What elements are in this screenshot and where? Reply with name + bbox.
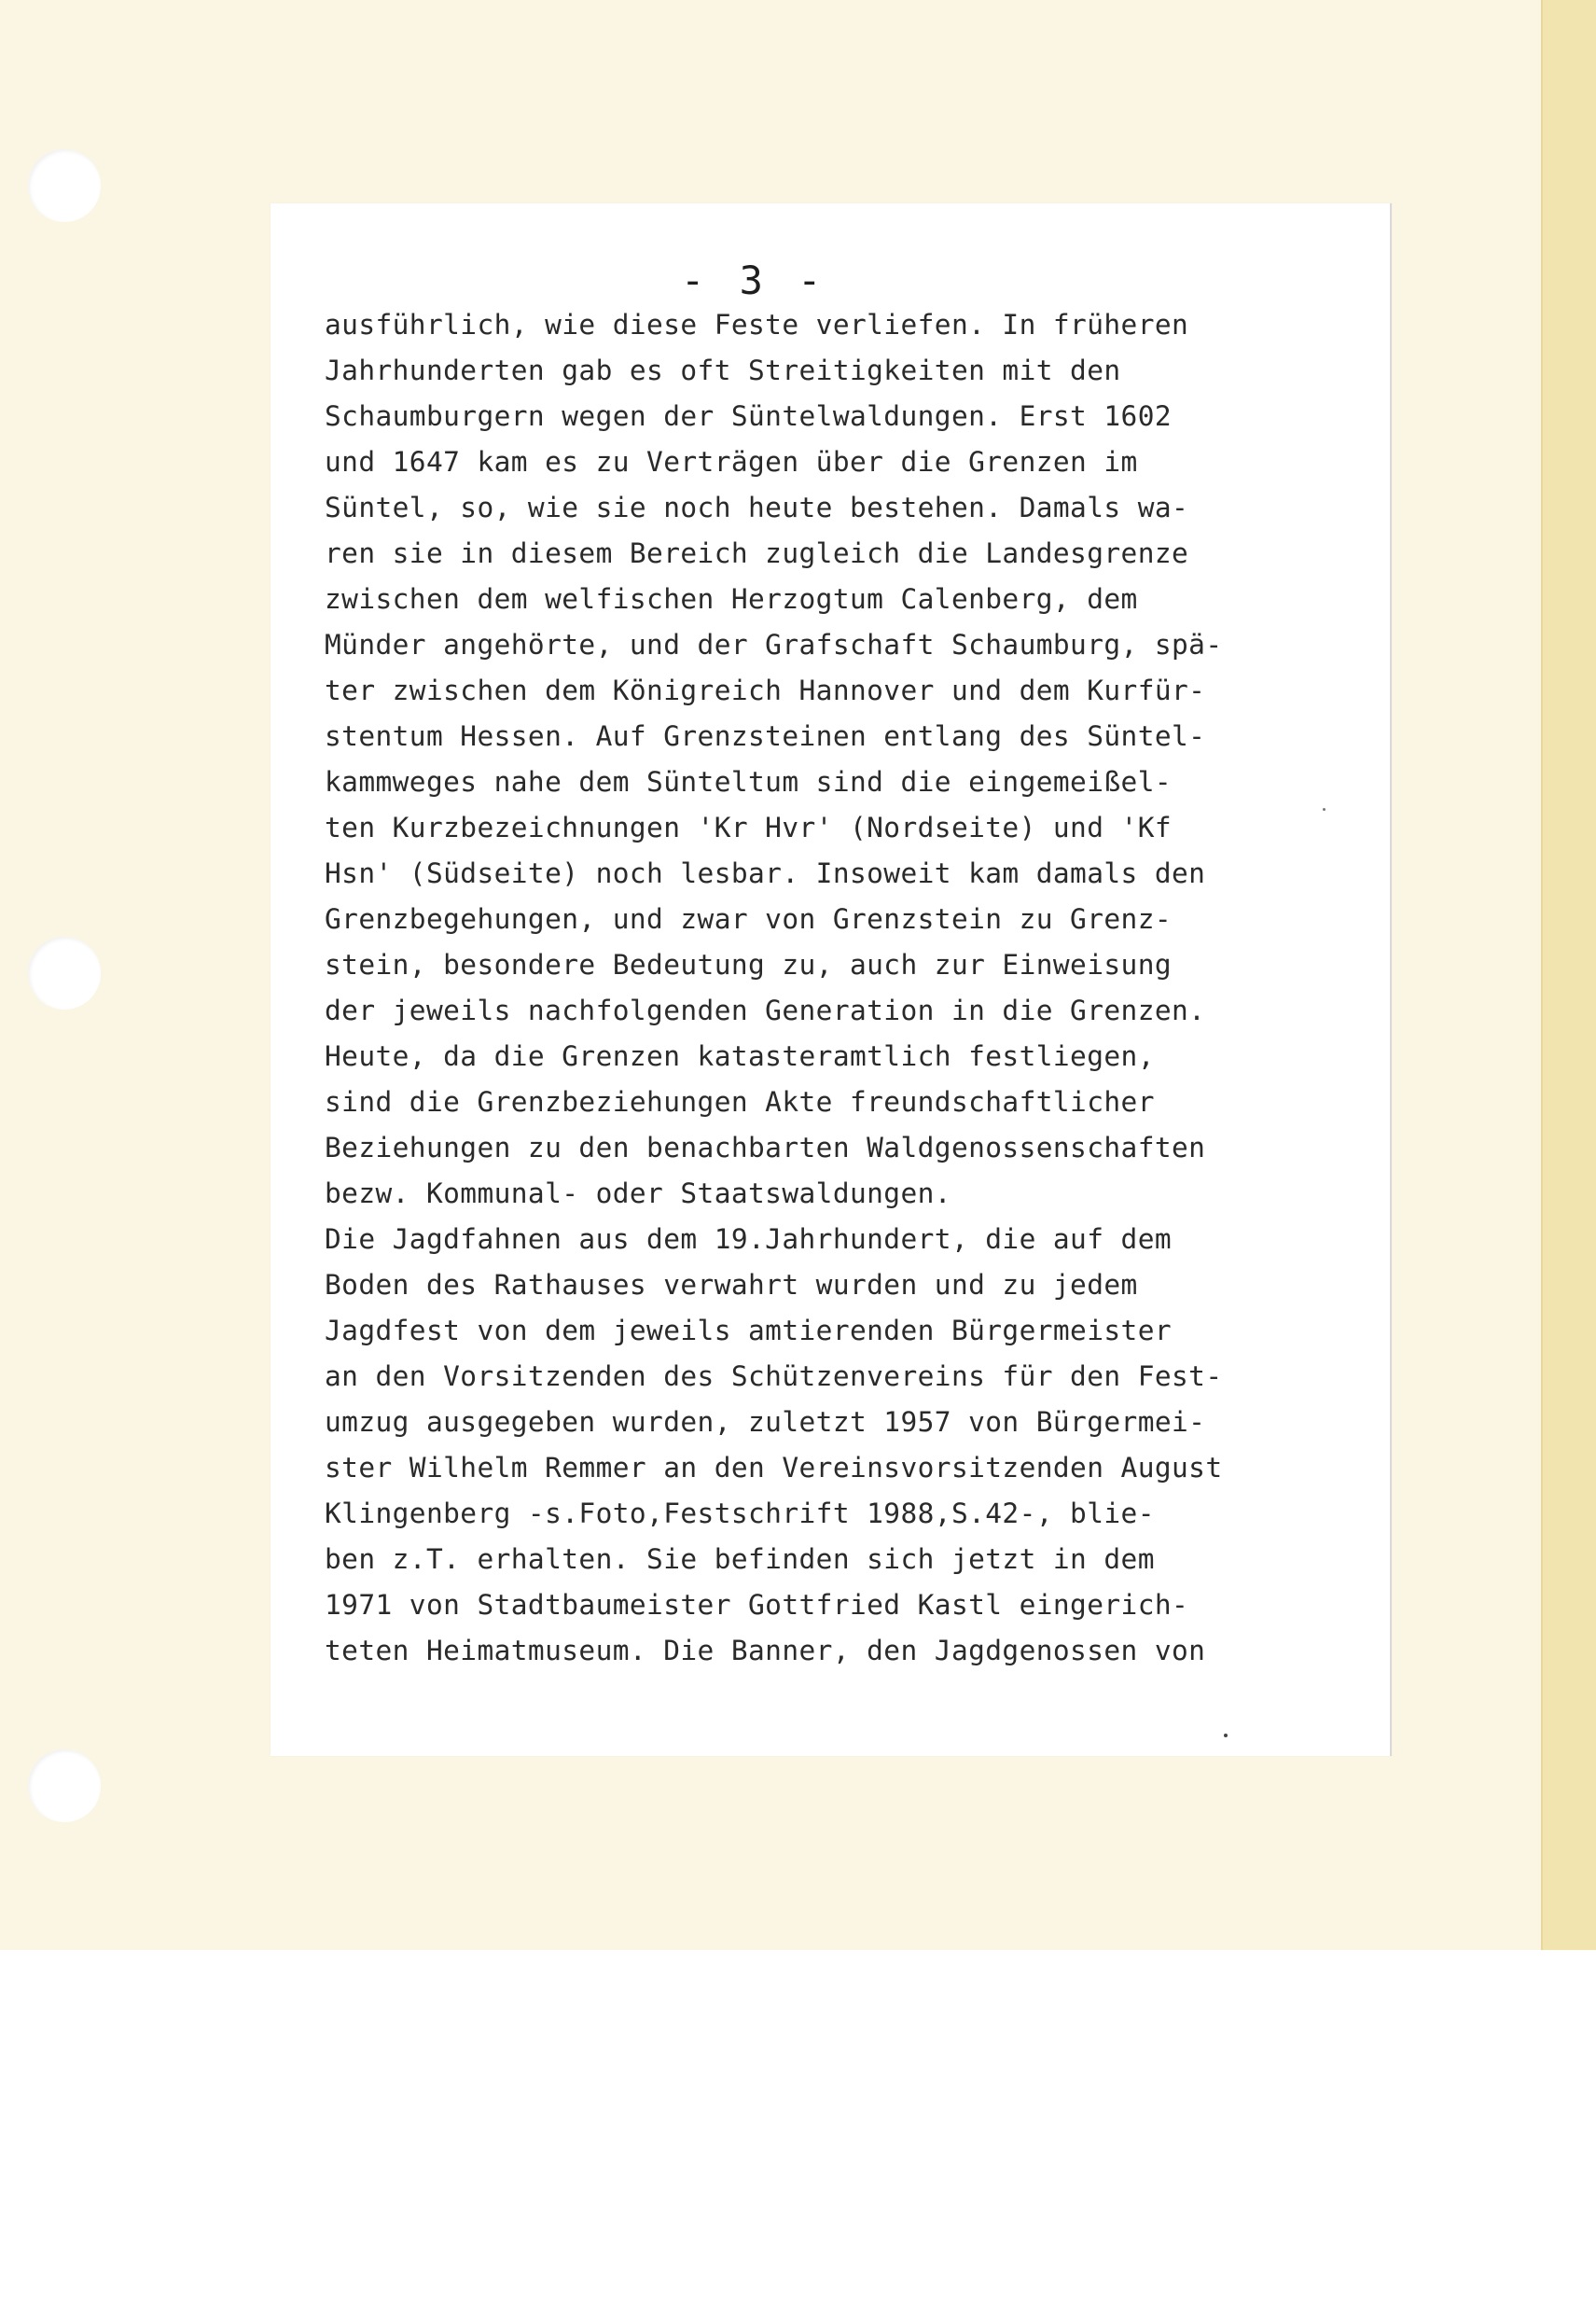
- text-line: Heute, da die Grenzen katasteramtlich festliegen,: [325, 1040, 1155, 1072]
- text-line: Schaumburgern wegen der Süntelwaldungen. Erst 1602: [325, 400, 1173, 432]
- text-line: an den Vorsitzenden des Schützenvereins für den Fest-: [325, 1360, 1223, 1392]
- text-line: kammweges nahe dem Sünteltum sind die eingemeißel-: [325, 766, 1173, 798]
- text-line: Die Jagdfahnen aus dem 19.Jahrhundert, die auf dem: [325, 1223, 1173, 1255]
- text-line: ben z.T. erhalten. Sie befinden sich jetzt in dem: [325, 1543, 1155, 1575]
- punch-hole-top: [28, 149, 101, 222]
- text-line: stentum Hessen. Auf Grenzsteinen entlang des Süntel-: [325, 720, 1206, 752]
- text-line: ter zwischen dem Königreich Hannover und dem Kurfür-: [325, 675, 1206, 706]
- text-line: Süntel, so, wie sie noch heute bestehen. Damals wa-: [325, 492, 1189, 523]
- text-line: sind die Grenzbeziehungen Akte freundschaftlicher: [325, 1086, 1155, 1118]
- page-number: - 3 -: [681, 258, 827, 303]
- text-line: Grenzbegehungen, und zwar von Grenzstein zu Grenz-: [325, 903, 1173, 935]
- text-line: Münder angehörte, und der Grafschaft Schaumburg, spä-: [325, 629, 1223, 661]
- text-line: ren sie in diesem Bereich zugleich die Landesgrenze: [325, 537, 1189, 569]
- text-line: der jeweils nachfolgenden Generation in die Grenzen.: [325, 995, 1206, 1026]
- binder-strip: [1541, 0, 1596, 1950]
- text-line: und 1647 kam es zu Verträgen über die Grenzen im: [325, 446, 1138, 478]
- typewritten-page: [271, 203, 1392, 1756]
- text-line: Klingenberg -s.Foto,Festschrift 1988,S.42-, blie-: [325, 1498, 1155, 1529]
- text-line: Boden des Rathauses verwahrt wurden und zu jedem: [325, 1269, 1138, 1301]
- punch-hole-middle: [28, 937, 101, 1010]
- text-line: umzug ausgegeben wurden, zuletzt 1957 von Bürgermei-: [325, 1406, 1206, 1438]
- text-line: Hsn' (Südseite) noch lesbar. Insoweit kam damals den: [325, 857, 1206, 889]
- punch-hole-bottom: [28, 1749, 101, 1822]
- text-line: ten Kurzbezeichnungen 'Kr Hvr' (Nordseite) und 'Kf: [325, 812, 1173, 843]
- text-line: Jahrhunderten gab es oft Streitigkeiten mit den: [325, 355, 1121, 386]
- text-line: ausführlich, wie diese Feste verliefen. In früheren: [325, 309, 1189, 341]
- text-line: Beziehungen zu den benachbarten Waldgenossenschaften: [325, 1132, 1206, 1163]
- stray-ink-dot: [1224, 1734, 1228, 1737]
- text-line: 1971 von Stadtbaumeister Gottfried Kastl eingerich-: [325, 1589, 1189, 1621]
- text-line: zwischen dem welfischen Herzogtum Calenberg, dem: [325, 583, 1138, 615]
- text-line: bezw. Kommunal- oder Staatswaldungen.: [325, 1177, 951, 1209]
- text-line: stein, besondere Bedeutung zu, auch zur Einweisung: [325, 949, 1173, 981]
- text-line: ster Wilhelm Remmer an den Vereinsvorsitzenden August: [325, 1452, 1223, 1484]
- text-line: teten Heimatmuseum. Die Banner, den Jagdgenossen von: [325, 1635, 1206, 1666]
- text-line: Jagdfest von dem jeweils amtierenden Bürgermeister: [325, 1315, 1173, 1346]
- stray-ink-dot: [1323, 808, 1325, 811]
- body-text: [325, 302, 1369, 1674]
